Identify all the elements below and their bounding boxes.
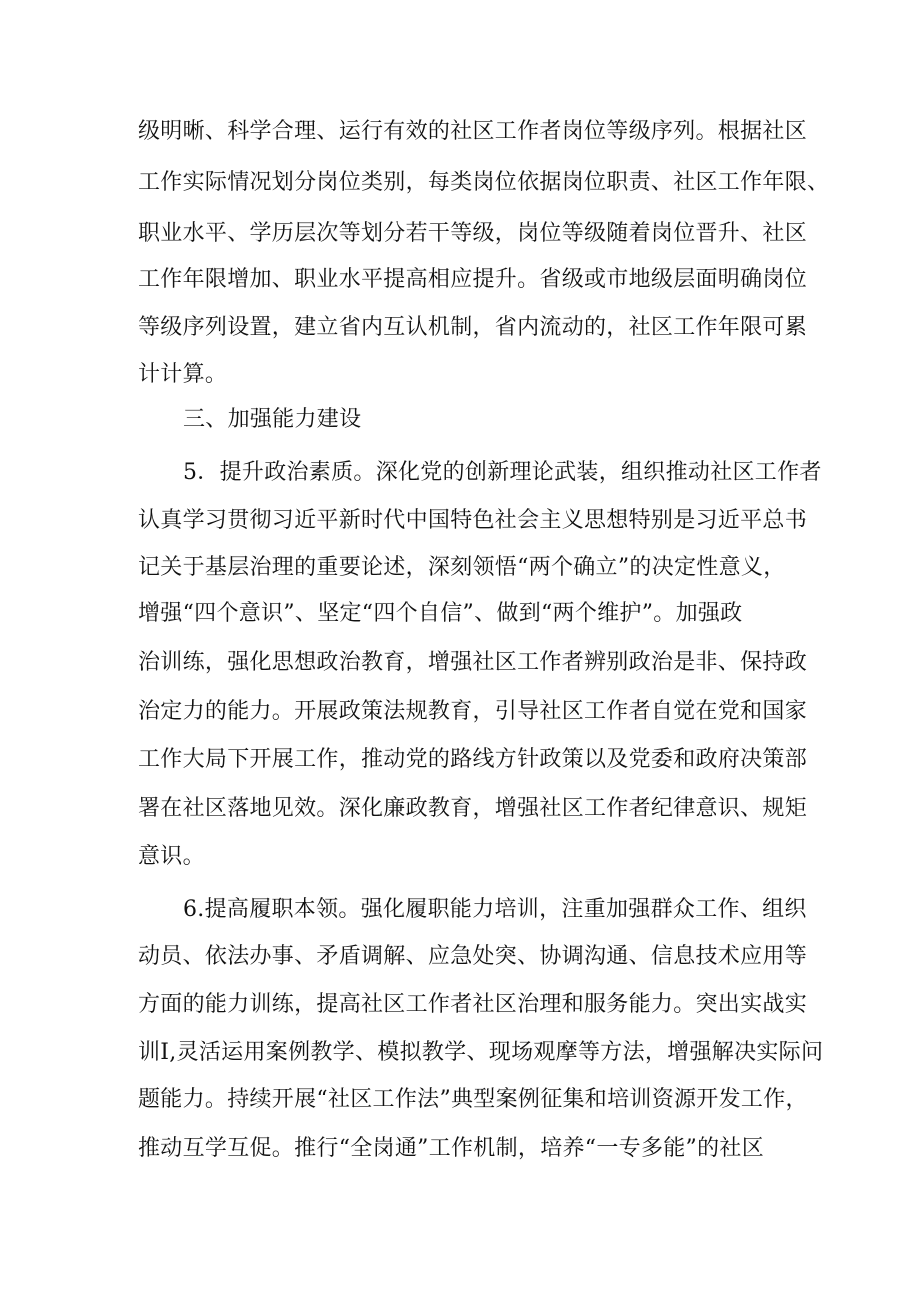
- text-line: 治训练，强化思想政治教育，增强社区工作者辨别政治是非、保持政: [138, 650, 808, 675]
- text-line: 认真学习贯彻习近平新时代中国特色社会主义思想特别是习近平总书: [138, 508, 808, 533]
- text-line: 记关于基层治理的重要论述，深刻领悟“两个确立”的决定性意义，: [138, 555, 786, 580]
- text-line: 工作年限增加、职业水平提高相应提升。省级或市地级层面明确岗位: [138, 267, 808, 292]
- section-heading: 三、加强能力建设: [183, 407, 362, 432]
- text-line: 增强“四个意识”、坚定“四个自信”、做到“两个维护”。加强政: [138, 601, 743, 626]
- text-line: 题能力。持续开展“社区工作法”典型案例征集和培训资源开发工作，: [138, 1087, 808, 1112]
- text-line: 推动互学互促。推行“全岗通”工作机制，培养“一专多能”的社区: [138, 1136, 764, 1161]
- text-line: 意识。: [138, 844, 205, 869]
- paragraph-start: 6.提高履职本领。强化履职能力培训，注重加强群众工作、组织: [183, 897, 807, 922]
- text-line: 方面的能力训练，提高社区工作者社区治理和服务能力。突出实战实: [138, 992, 808, 1017]
- text-line: 工作大局下开展工作，推动党的路线方针政策以及党委和政府决策部: [138, 747, 808, 772]
- text-line: 级明晰、科学合理、运行有效的社区工作者岗位等级序列。根据社区: [138, 119, 808, 144]
- paragraph-start: 5．提升政治素质。深化党的创新理论武装，组织推动社区工作者: [183, 460, 822, 485]
- text-line: 治定力的能力。开展政策法规教育，引导社区工作者自觉在党和国家: [138, 699, 808, 724]
- text-line: 职业水平、学历层次等划分若干等级，岗位等级随着岗位晋升、社区: [138, 221, 808, 246]
- text-line: 计计算。: [138, 362, 228, 387]
- text-line: 工作实际情况划分岗位类别，每类岗位依据岗位职责、社区工作年限、: [138, 170, 830, 195]
- text-line: 训I,灵活运用案例教学、模拟教学、现场观摩等方法，增强解决实际问: [138, 1040, 824, 1065]
- text-line: 动员、依法办事、矛盾调解、应急处突、协调沟通、信息技术应用等: [138, 944, 808, 969]
- text-line: 署在社区落地见效。深化廉政教育，增强社区工作者纪律意识、规矩: [138, 796, 808, 821]
- text-line: 等级序列设置，建立省内互认机制，省内流动的，社区工作年限可累: [138, 315, 808, 340]
